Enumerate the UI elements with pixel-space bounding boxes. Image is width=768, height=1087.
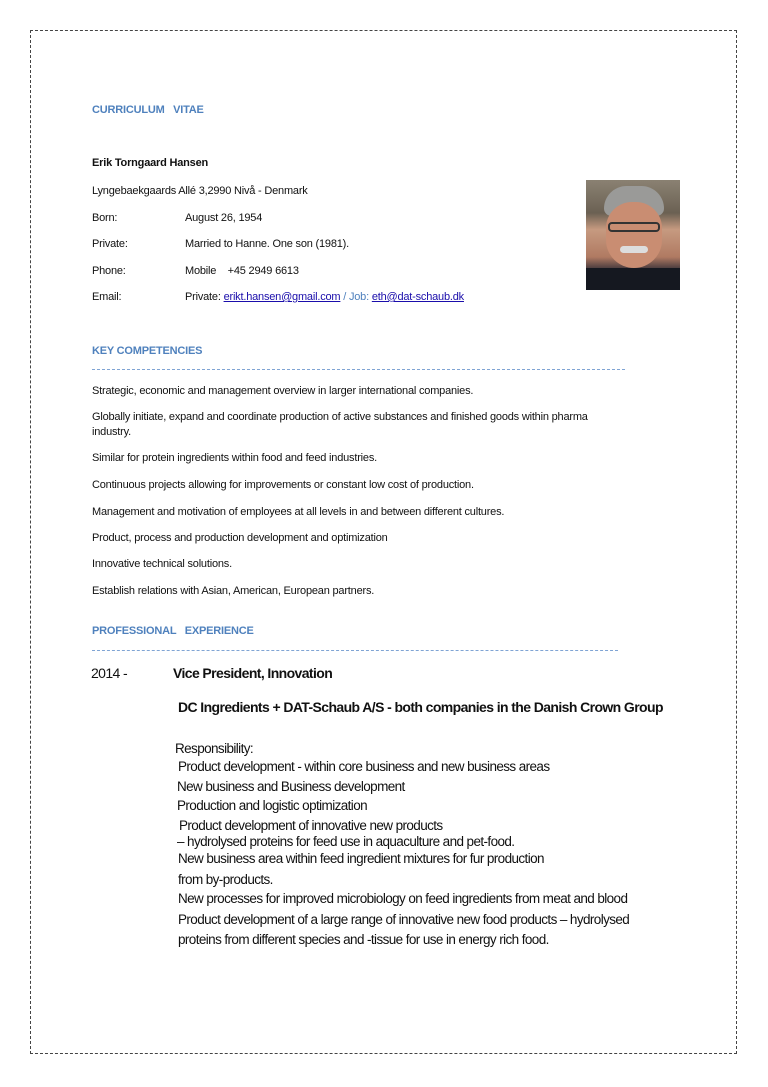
responsibility-line: New business area within feed ingredient mixtures for fur production bbox=[178, 851, 544, 866]
person-name: Erik Torngaard Hansen bbox=[92, 157, 209, 169]
born-label: Born: bbox=[92, 212, 118, 224]
responsibility-line: Product development of a large range of innovative new food products – hydrolysed bbox=[178, 912, 630, 927]
responsibility-label: Responsibility: bbox=[175, 741, 254, 756]
profile-photo bbox=[586, 180, 680, 290]
experience-role: Vice President, Innovation bbox=[173, 665, 333, 681]
born-value: August 26, 1954 bbox=[185, 212, 263, 224]
section-divider bbox=[92, 369, 625, 370]
responsibility-line: – hydrolysed proteins for feed use in aquaculture and pet-food. bbox=[177, 834, 515, 849]
competency-item: Similar for protein ingredients within food and feed industries. bbox=[92, 452, 377, 464]
responsibility-line: New business and Business development bbox=[177, 779, 405, 794]
responsibility-line: New processes for improved microbiology on feed ingredients from meat and blood bbox=[178, 891, 628, 906]
experience-period: 2014 - bbox=[91, 665, 128, 681]
responsibility-line: Production and logistic optimization bbox=[177, 798, 368, 813]
competency-item: Management and motivation of employees at all levels in and between different cultures. bbox=[92, 506, 505, 518]
email-job-prefix: / Job: bbox=[340, 291, 372, 303]
section-divider bbox=[92, 650, 618, 651]
responsibility-line: Product development of innovative new products bbox=[179, 818, 443, 833]
competency-item: Establish relations with Asian, American, European partners. bbox=[92, 585, 375, 597]
phone-value: Mobile +45 2949 6613 bbox=[185, 265, 299, 277]
competency-item: Product, process and production development and optimization bbox=[92, 532, 388, 544]
email-job-link[interactable]: eth@dat-schaub.dk bbox=[371, 291, 464, 303]
competency-item: Globally initiate, expand and coordinate production of active substances and finished goods within pharma bbox=[92, 411, 588, 423]
private-value: Married to Hanne. One son (1981). bbox=[185, 238, 349, 250]
responsibility-line: Product development - within core business and new business areas bbox=[178, 759, 550, 774]
competencies-heading: KEY COMPETENCIES bbox=[92, 345, 203, 357]
competency-item: Continuous projects allowing for improvements or constant low cost of production. bbox=[92, 479, 474, 491]
experience-company: DC Ingredients + DAT-Schaub A/S - both companies in the Danish Crown Group bbox=[178, 699, 663, 715]
private-label: Private: bbox=[92, 238, 128, 250]
competency-item: industry. bbox=[92, 426, 131, 438]
competency-item: Innovative technical solutions. bbox=[92, 558, 232, 570]
competency-item: Strategic, economic and management overview in larger international companies. bbox=[92, 385, 474, 397]
responsibility-line: from by-products. bbox=[178, 872, 273, 887]
email-value bbox=[185, 291, 464, 303]
email-private-link[interactable]: erikt.hansen@gmail.com bbox=[223, 291, 341, 303]
address: Lyngebaekgaards Allé 3,2990 Nivå - Denmark bbox=[92, 185, 308, 197]
experience-heading: PROFESSIONAL EXPERIENCE bbox=[92, 625, 254, 637]
responsibility-line: proteins from different species and -tissue for use in energy rich food. bbox=[178, 932, 549, 947]
document-title: CURRICULUM VITAE bbox=[92, 104, 204, 116]
phone-label: Phone: bbox=[92, 265, 126, 277]
email-label: Email: bbox=[92, 291, 122, 303]
email-private-prefix: Private: bbox=[185, 291, 224, 303]
